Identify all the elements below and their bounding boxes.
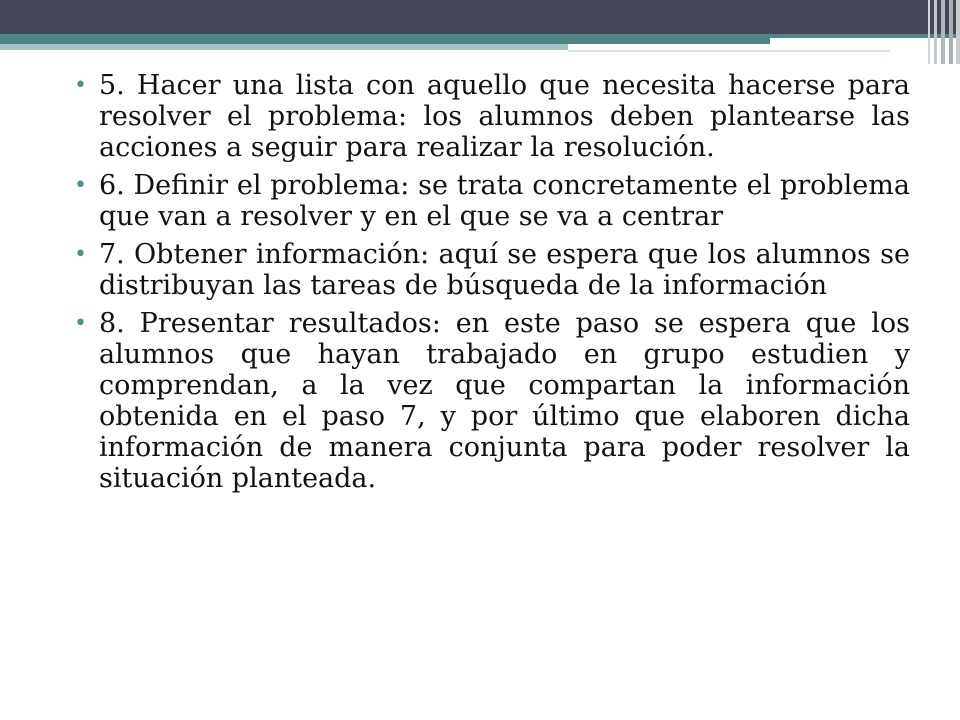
decorative-stripe bbox=[956, 0, 960, 64]
decorative-stripe bbox=[934, 0, 937, 64]
header-cutout bbox=[770, 38, 960, 50]
header-rule bbox=[568, 50, 890, 52]
bullet-item bbox=[74, 70, 910, 163]
decorative-stripe bbox=[941, 0, 945, 64]
bullet-item bbox=[74, 170, 910, 232]
decorative-stripe bbox=[928, 0, 930, 64]
bullet-dot-icon: • bbox=[74, 242, 87, 267]
bullet-text: 6. Definir el problema: se trata concretamente el problema que van a resolver y en el que se va a centrar bbox=[99, 170, 910, 232]
bullet-text: 5. Hacer una lista con aquello que necesita hacerse para resolver el problema: los alumnos deben plantearse las acciones a seguir para realizar la resolución. bbox=[99, 70, 910, 163]
bullet-dot-icon: • bbox=[74, 73, 87, 98]
bullet-text: 8. Presentar resultados: en este paso se espera que los alumnos que hayan trabajado en grupo estudien y comprendan, a la vez que compartan la información obtenida en el paso 7, y por último que elaboren dicha información de manera conjunta para poder resolver la situación planteada. bbox=[99, 308, 910, 494]
decorative-stripe bbox=[949, 0, 953, 64]
bullet-dot-icon: • bbox=[74, 173, 87, 198]
bullet-text: 7. Obtener información: aquí se espera que los alumnos se distribuyan las tareas de búsqueda de la información bbox=[99, 239, 910, 301]
bullet-dot-icon: • bbox=[74, 311, 87, 336]
bullet-item bbox=[74, 239, 910, 301]
header-bar bbox=[0, 0, 960, 34]
bullet-item bbox=[74, 308, 910, 494]
bullet-list bbox=[74, 70, 910, 501]
